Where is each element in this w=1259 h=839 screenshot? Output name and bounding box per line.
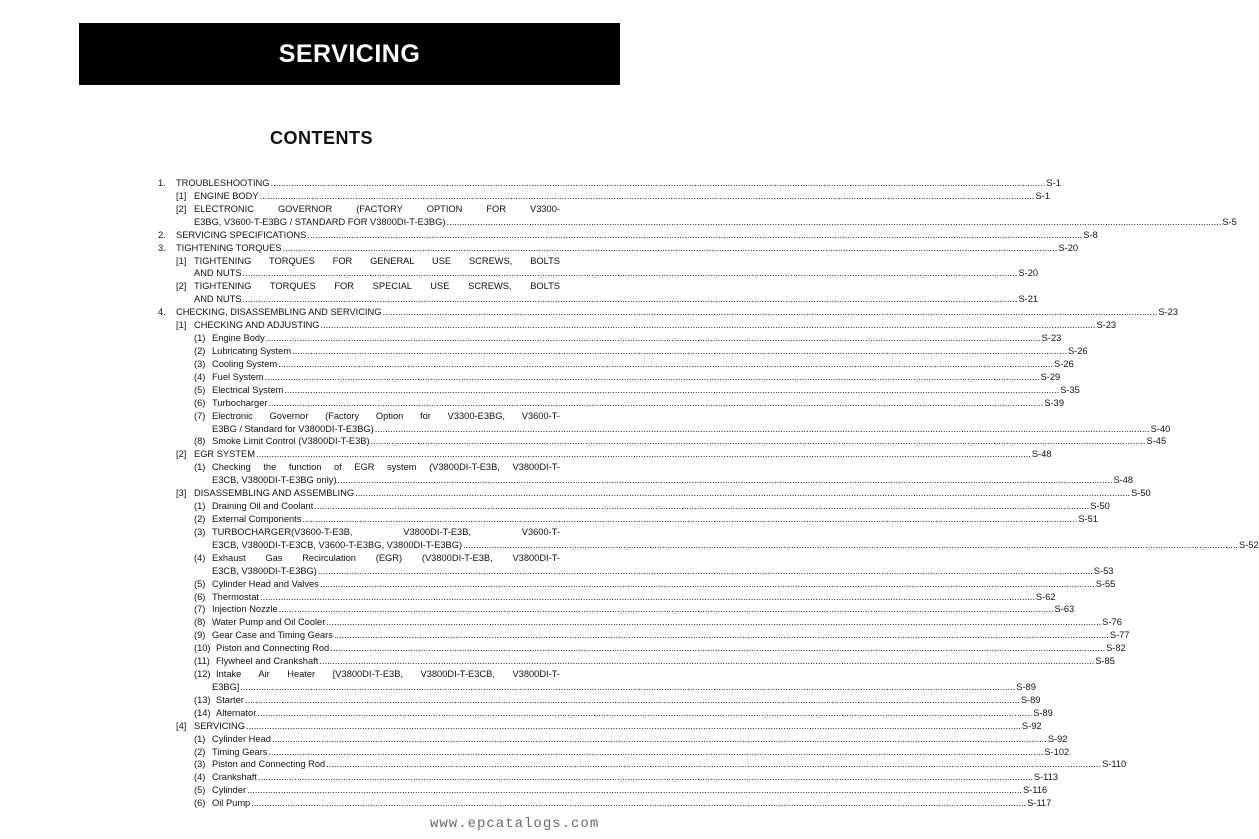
toc-leader-dots: ............................................................................................................................................................................................................................................................................................................ (244, 694, 1020, 705)
toc-entry-number: (6) (194, 397, 206, 408)
toc-entry-title: Starter (216, 694, 244, 705)
toc-leader-dots: ............................................................................................................................................................................................................................................................................................................ (292, 345, 1067, 356)
toc-page-number: S-53 (1093, 565, 1114, 576)
toc-entry-title: CHECKING AND ADJUSTING (194, 320, 320, 331)
toc-entry[interactable] (158, 267, 1039, 280)
toc-entry-title: Thermostat (212, 591, 260, 602)
toc-page-number: S-8 (1083, 229, 1098, 240)
toc-entry-number: (14) (194, 707, 211, 718)
toc-entry-number: (9) (194, 630, 206, 641)
toc-entry[interactable] (158, 603, 1075, 616)
toc-entry-number: (5) (194, 785, 206, 796)
toc-entry-title: Intake Air Heater [V3800DI-T-E3B, V3800DI-T-E3CB, V3800DI-T- (216, 669, 560, 680)
toc-entry[interactable] (158, 255, 560, 268)
toc-entry-title: Checking the function of EGR system (V3800DI-T-E3B, V3800DI-T- (212, 462, 560, 473)
toc-leader-dots: ............................................................................................................................................................................................................................................................................................................ (240, 681, 1016, 692)
toc-entry-number: (1) (194, 501, 206, 512)
toc-page-number: S-26 (1067, 345, 1088, 356)
toc-page-number: S-5 (1222, 216, 1237, 227)
toc-entry-number: [1] (176, 320, 187, 331)
toc-page-number: S-35 (1060, 384, 1080, 395)
toc-leader-dots: ............................................................................................................................................................................................................................................................................................................ (268, 746, 1044, 757)
toc-entry-title: TIGHTENING TORQUES (176, 242, 282, 253)
toc-leader-dots: ............................................................................................................................................................................................................................................................................................................ (242, 268, 1018, 279)
toc-entry-number: (3) (194, 526, 206, 537)
toc-entry-number: 4. (158, 307, 166, 318)
toc-page-number: S-23 (1096, 320, 1117, 331)
table-of-contents (158, 177, 1259, 810)
toc-entry-title: Fuel System (212, 371, 264, 382)
toc-leader-dots: ............................................................................................................................................................................................................................................................................................................ (326, 759, 1102, 770)
toc-entry-title: ENGINE BODY (194, 190, 259, 201)
toc-entry[interactable] (158, 203, 560, 216)
toc-entry[interactable] (158, 332, 1062, 345)
toc-leader-dots: ............................................................................................................................................................................................................................................................................................................ (271, 733, 1047, 744)
toc-page-number: S-113 (1033, 772, 1058, 783)
toc-page-number: S-116 (1023, 785, 1048, 796)
toc-page-number: S-23 (1158, 307, 1178, 318)
toc-page-number: S-76 (1102, 617, 1122, 628)
toc-entry-number: [4] (176, 720, 187, 731)
toc-page-number: S-50 (1090, 501, 1110, 512)
toc-entry-title: ELECTRONIC GOVERNOR (FACTORY OPTION FOR V3300- (194, 203, 560, 214)
toc-entry-title: Crankshaft (212, 772, 257, 783)
toc-entry-title: Flywheel and Crankshaft (216, 656, 319, 667)
toc-entry[interactable] (158, 797, 1052, 810)
toc-leader-dots: ............................................................................................................................................................................................................................................................................................................ (259, 190, 1035, 201)
toc-entry[interactable] (158, 655, 1115, 668)
toc-entry-title: Exhaust Gas Recirculation (EGR) (V3800DI-T-E3B, V3800DI-T- (212, 552, 560, 563)
toc-entry-title: E3CB, V3800DI-T-E3BG only) (212, 475, 337, 486)
toc-entry-number: (4) (194, 552, 206, 563)
toc-leader-dots: ............................................................................................................................................................................................................................................................................................................ (333, 630, 1109, 641)
toc-entry-title: Water Pump and Oil Cooler (212, 617, 326, 628)
toc-entry-number: (4) (194, 371, 206, 382)
toc-leader-dots: ............................................................................................................................................................................................................................................................................................................ (355, 488, 1131, 499)
toc-entry-number: (3) (194, 358, 206, 369)
toc-page-number: S-50 (1131, 488, 1151, 499)
contents-heading: CONTENTS (270, 128, 373, 148)
toc-page-number: S-23 (1041, 333, 1062, 344)
toc-leader-dots: ............................................................................................................................................................................................................................................................................................................ (446, 216, 1222, 227)
toc-entry[interactable] (158, 746, 1070, 759)
toc-page-number: S-45 (1146, 436, 1167, 447)
toc-entry-title: AND NUTS (194, 268, 242, 279)
toc-entry-number: (3) (194, 759, 206, 770)
toc-entry-number: 3. (158, 242, 166, 253)
toc-page-number: S-48 (1031, 449, 1052, 460)
toc-entry[interactable] (158, 293, 1039, 306)
toc-entry-title: External Components (212, 513, 302, 524)
toc-entry-number: (8) (194, 617, 206, 628)
toc-page-number: S-20 (1018, 268, 1039, 279)
toc-entry[interactable] (158, 642, 1126, 655)
toc-entry-title: Electronic Governor (Factory Option for V3300-E3BG, V3600-T- (212, 410, 560, 421)
toc-entry[interactable] (158, 771, 1058, 784)
toc-leader-dots: ............................................................................................................................................................................................................................................................................................................ (282, 242, 1058, 253)
toc-entry[interactable] (158, 707, 1053, 720)
toc-leader-dots: ............................................................................................................................................................................................................................................................................................................ (284, 384, 1060, 395)
toc-entry[interactable] (158, 552, 560, 565)
toc-leader-dots: ............................................................................................................................................................................................................................................................................................................ (314, 501, 1090, 512)
toc-leader-dots: ............................................................................................................................................................................................................................................................................................................ (382, 307, 1158, 318)
toc-page-number: S-20 (1058, 242, 1079, 253)
toc-entry-title: Timing Gears (212, 746, 268, 757)
toc-page-number: S-1 (1035, 190, 1050, 201)
toc-entry-title: Cooling System (212, 358, 278, 369)
toc-entry-number: [2] (176, 449, 187, 460)
toc-entry-title: Turbocharger (212, 397, 268, 408)
toc-entry-title: Draining Oil and Coolant (212, 501, 314, 512)
toc-entry[interactable] (158, 280, 560, 293)
toc-entry[interactable] (158, 694, 1041, 707)
toc-entry[interactable] (158, 591, 1056, 604)
toc-entry[interactable] (158, 784, 1048, 797)
toc-entry-title: Gear Case and Timing Gears (212, 630, 333, 641)
toc-entry-title: Alternator (216, 707, 257, 718)
toc-page-number: S-82 (1106, 643, 1126, 654)
toc-entry-title: E3BG] (212, 681, 240, 692)
toc-entry-number: (12) (194, 669, 211, 680)
toc-entry-title: Engine Body (212, 333, 265, 344)
toc-leader-dots: ............................................................................................................................................................................................................................................................................................................ (270, 178, 1046, 188)
toc-page-number: S-102 (1044, 746, 1070, 757)
toc-entry-title: Smoke Limit Control (V3800DI-T-E3B) (212, 436, 370, 447)
toc-leader-dots: ............................................................................................................................................................................................................................................................................................................ (317, 565, 1093, 576)
toc-entry[interactable] (158, 500, 1110, 513)
toc-page-number: S-117 (1027, 798, 1052, 809)
toc-page-number: S-92 (1047, 733, 1068, 744)
toc-leader-dots: ............................................................................................................................................................................................................................................................................................................ (307, 229, 1083, 240)
section-title: SERVICING (278, 39, 421, 68)
toc-leader-dots: ............................................................................................................................................................................................................................................................................................................ (251, 798, 1027, 809)
toc-entry-number: (5) (194, 578, 206, 589)
toc-entry[interactable] (158, 720, 1042, 733)
toc-entry-title: EGR SYSTEM (194, 449, 255, 460)
toc-entry-number: (6) (194, 798, 206, 809)
toc-entry-number: [2] (176, 281, 187, 292)
toc-entry-number: (1) (194, 333, 206, 344)
toc-entry-number: (7) (194, 604, 206, 615)
toc-leader-dots: ............................................................................................................................................................................................................................................................................................................ (268, 397, 1044, 408)
toc-page-number: S-92 (1021, 720, 1042, 731)
toc-entry-number: [3] (176, 488, 187, 499)
toc-entry[interactable] (158, 461, 560, 474)
toc-entry-title: Electrical System (212, 384, 284, 395)
toc-entry-number: (1) (194, 733, 206, 744)
toc-entry-title: CHECKING, DISASSEMBLING AND SERVICING (176, 307, 382, 318)
toc-entry[interactable] (158, 565, 1114, 578)
toc-leader-dots: ............................................................................................................................................................................................................................................................................................................ (247, 785, 1023, 796)
toc-page-number: S-89 (1020, 694, 1041, 705)
toc-entry[interactable] (158, 423, 1171, 436)
toc-entry-number: [1] (176, 190, 187, 201)
toc-leader-dots: ............................................................................................................................................................................................................................................................................................................ (260, 591, 1035, 602)
toc-entry[interactable] (158, 242, 1079, 255)
toc-page-number: S-48 (1113, 475, 1134, 486)
toc-leader-dots: ............................................................................................................................................................................................................................................................................................................ (330, 643, 1106, 654)
toc-leader-dots: ............................................................................................................................................................................................................................................................................................................ (278, 358, 1054, 369)
toc-entry-title: Oil Pump (212, 798, 251, 809)
toc-entry[interactable] (158, 668, 560, 681)
toc-entry[interactable] (158, 435, 1167, 448)
toc-entry[interactable] (158, 616, 1122, 629)
toc-page-number: S-39 (1044, 397, 1065, 408)
toc-entry-number: (5) (194, 384, 206, 395)
toc-entry-number: (7) (194, 410, 206, 421)
toc-leader-dots: ............................................................................................................................................................................................................................................................................................................ (278, 604, 1054, 615)
toc-page-number: S-110 (1102, 759, 1127, 770)
toc-page-number: S-52 (1239, 539, 1259, 550)
toc-entry[interactable] (158, 681, 1036, 694)
toc-entry-title: E3CB, V3800DI-T-E3CB, V3600-T-E3BG, V3800DI-T-E3BG) (212, 539, 463, 550)
toc-entry-number: 1. (158, 178, 166, 188)
toc-page-number: S-1 (1046, 178, 1061, 188)
toc-entry-title: Lubricating System (212, 345, 292, 356)
toc-entry[interactable] (158, 733, 1068, 746)
toc-entry-number: (1) (194, 462, 206, 473)
toc-entry-title: Cylinder Head and Valves (212, 578, 319, 589)
toc-entry-number: (2) (194, 513, 206, 524)
toc-entry[interactable] (158, 513, 1098, 526)
toc-page-number: S-40 (1150, 423, 1171, 434)
toc-page-number: S-55 (1095, 578, 1116, 589)
toc-page-number: S-62 (1035, 591, 1056, 602)
toc-entry[interactable] (158, 526, 560, 539)
toc-entry-number: (13) (194, 694, 211, 705)
toc-leader-dots: ............................................................................................................................................................................................................................................................................................................ (255, 449, 1031, 460)
toc-page-number: S-89 (1016, 681, 1036, 692)
toc-entry[interactable] (158, 539, 1259, 552)
toc-entry-title: SERVICING (194, 720, 245, 731)
toc-entry[interactable] (158, 578, 1116, 591)
toc-entry-title: Cylinder Head (212, 733, 271, 744)
toc-entry-title: TURBOCHARGER(V3600-T-E3B, V3800DI-T-E3B, V3600-T- (212, 526, 560, 537)
toc-entry-title: E3BG, V3600-T-E3BG / STANDARD FOR V3800DI-T-E3BG) (194, 216, 446, 227)
toc-entry-title: DISASSEMBLING AND ASSEMBLING (194, 488, 355, 499)
toc-entry-title: TROUBLESHOOTING (176, 178, 270, 188)
toc-entry-title: Piston and Connecting Rod (216, 643, 330, 654)
toc-leader-dots: ............................................................................................................................................................................................................................................................................................................ (257, 707, 1033, 718)
toc-page-number: S-29 (1040, 371, 1061, 382)
toc-entry-number: (10) (194, 643, 211, 654)
toc-entry-title: AND NUTS (194, 294, 242, 305)
toc-entry[interactable] (158, 345, 1088, 358)
toc-entry[interactable] (158, 190, 1050, 203)
toc-entry[interactable] (158, 487, 1151, 500)
toc-leader-dots: ............................................................................................................................................................................................................................................................................................................ (302, 513, 1078, 524)
toc-entry[interactable] (158, 371, 1061, 384)
toc-entry-number: [2] (176, 203, 187, 214)
toc-entry[interactable] (158, 758, 1127, 771)
toc-entry-number: (2) (194, 746, 206, 757)
toc-entry-title: SERVICING SPECIFICATIONS (176, 229, 307, 240)
toc-entry-title: TIGHTENING TORQUES FOR SPECIAL USE SCREWS, BOLTS (194, 281, 560, 292)
toc-entry-title: Injection Nozzle (212, 604, 278, 615)
toc-leader-dots: ............................................................................................................................................................................................................................................................................................................ (320, 320, 1096, 331)
toc-leader-dots: ............................................................................................................................................................................................................................................................................................................ (326, 617, 1102, 628)
toc-page-number: S-63 (1054, 604, 1075, 615)
toc-entry-title: Piston and Connecting Rod (212, 759, 326, 770)
toc-leader-dots: ............................................................................................................................................................................................................................................................................................................ (245, 720, 1021, 731)
toc-entry-number: (11) (194, 656, 210, 667)
toc-entry-title: Cylinder (212, 785, 247, 796)
toc-entry[interactable] (158, 319, 1117, 332)
toc-leader-dots: ............................................................................................................................................................................................................................................................................................................ (463, 539, 1238, 550)
toc-entry-number: (8) (194, 436, 206, 447)
toc-entry[interactable] (158, 397, 1065, 410)
toc-entry[interactable] (158, 177, 1061, 190)
toc-leader-dots: ............................................................................................................................................................................................................................................................................................................ (242, 294, 1018, 305)
toc-entry[interactable] (158, 229, 1098, 242)
toc-entry-number: (4) (194, 772, 206, 783)
toc-entry[interactable] (158, 358, 1074, 371)
toc-leader-dots: ............................................................................................................................................................................................................................................................................................................ (264, 371, 1040, 382)
toc-page-number: S-26 (1054, 358, 1074, 369)
toc-entry[interactable] (158, 474, 1134, 487)
toc-entry[interactable] (158, 384, 1080, 397)
toc-entry[interactable] (158, 410, 560, 423)
toc-entry[interactable] (158, 448, 1052, 461)
toc-entry-title: E3CB, V3800DI-T-E3BG) (212, 565, 317, 576)
toc-page-number: S-51 (1078, 513, 1098, 524)
toc-leader-dots: ............................................................................................................................................................................................................................................................................................................ (370, 436, 1146, 447)
toc-entry[interactable] (158, 306, 1178, 319)
toc-leader-dots: ............................................................................................................................................................................................................................................................................................................ (265, 333, 1041, 344)
watermark: www.epcatalogs.com (430, 816, 600, 832)
toc-page-number: S-89 (1033, 707, 1053, 718)
toc-page-number: S-85 (1095, 656, 1115, 667)
toc-entry-title: TIGHTENING TORQUES FOR GENERAL USE SCREWS, BOLTS (194, 255, 560, 266)
toc-leader-dots: ............................................................................................................................................................................................................................................................................................................ (374, 423, 1150, 434)
toc-page-number: S-21 (1018, 294, 1039, 305)
toc-leader-dots: ............................................................................................................................................................................................................................................................................................................ (257, 772, 1033, 783)
section-banner (79, 23, 620, 85)
toc-page-number: S-77 (1109, 630, 1130, 641)
toc-entry[interactable] (158, 629, 1130, 642)
toc-entry-title: E3BG / Standard for V3800DI-T-E3BG) (212, 423, 374, 434)
toc-entry[interactable] (158, 216, 1237, 229)
toc-leader-dots: ............................................................................................................................................................................................................................................................................................................ (319, 656, 1095, 667)
toc-leader-dots: ............................................................................................................................................................................................................................................................................................................ (337, 475, 1113, 486)
toc-entry-number: [1] (176, 255, 187, 266)
toc-entry-number: 2. (158, 229, 166, 240)
toc-entry-number: (6) (194, 591, 206, 602)
toc-entry-number: (2) (194, 345, 206, 356)
toc-leader-dots: ............................................................................................................................................................................................................................................................................................................ (319, 578, 1095, 589)
